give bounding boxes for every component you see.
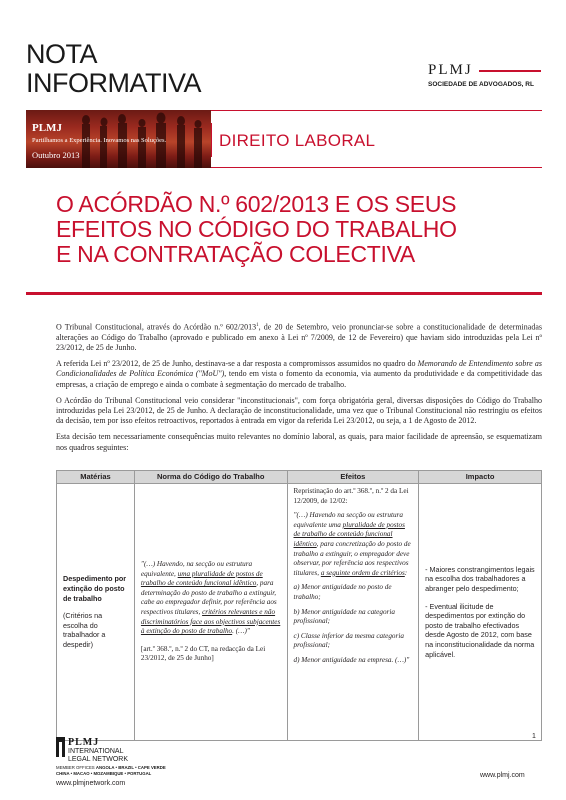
header-norma: Norma do Código do Trabalho [134, 471, 287, 484]
practice-area-banner [211, 110, 542, 168]
document-type-title [26, 40, 201, 98]
headline-line-3: E NA CONTRATAÇÃO COLECTIVA [56, 241, 415, 267]
member-offices-line-1: ANGOLA • BRAZIL • CAPE VERDE [95, 765, 166, 770]
impacto-item-1: - Maiores constrangimentos legais na escolha dos trabalhadores a abranger pelo despedimento; [425, 564, 535, 594]
paragraph-1 [56, 321, 542, 353]
doc-type-line-2: INFORMATIVA [26, 68, 201, 98]
network-website-link[interactable]: www.plmjnetwork.com [56, 780, 126, 787]
efeitos-quote: "(…) Havendo na secção ou estrutura equivalente uma pluralidade de postos de trabalho de conteúdo funcional idêntico, para concretização do posto de trabalho a extinguir, o empregador deve observar, por referência aos respectivos titulares, a seguinte ordem de critérios: [293, 511, 411, 577]
network-logo-name: PLMJ [68, 737, 100, 748]
banner-slogan: Partilhamos a Experiência. Inovamos nas Soluções. [32, 137, 167, 144]
efeitos-intro: Repristinação do art.º 368.º, n.º 2 da Lei 12/2009, de 12/02: [293, 487, 409, 505]
p1-text-b: , de 20 de Setembro, veio pronunciar-se sobre a constitucionalidade de determinadas alterações ao Código do Trabalho (aprovado e publicado em anexo à Lei nº 7/2009, de 12 de Fevereiro) que haviam sido introduzidas pela Lei nº 23/2012, de 25 de Junho. [56, 322, 542, 353]
cell-norma [134, 484, 287, 741]
member-offices-label: MEMBER OFFICES [56, 765, 95, 770]
header-efeitos: Efeitos [287, 471, 419, 484]
headline-divider [26, 292, 542, 295]
efeitos-criterion-c: c) Classe inferior da mesma categoria profissional; [293, 631, 404, 650]
table-header-row [57, 471, 542, 484]
brand-tagline: SOCIEDADE DE ADVOGADOS, RL [428, 81, 534, 88]
banner-firm-name: PLMJ [32, 122, 62, 134]
member-offices [56, 765, 166, 776]
impacto-item-2: - Eventual ilicitude de despedimentos por extinção do posto de trabalho efectivados desde Agosto de 2012, com base na inconstitucionalidade da norma aplicável. [425, 601, 535, 659]
paragraph-2 [56, 359, 542, 390]
norma-reference: [art.º 368.º, n.º 2 do CT, na redacção da Lei 23/2012, de 25 de Junho] [140, 644, 266, 663]
header-materias: Matérias [57, 471, 135, 484]
network-line-1: INTERNATIONAL [68, 748, 124, 755]
brand-logo [428, 62, 548, 88]
materia-title: Despedimento por extinção do posto de trabalho [63, 574, 127, 603]
page-number: 1 [532, 733, 536, 740]
materia-note: (Critérios na escolha do trabalhador a despedir) [63, 611, 106, 649]
p2-text-b: , tendo em vista o fomento da economia, via aumento da produtividade e da competitividade das empresas, a criação de emprego e ainda o combate à segmentação do mercado de trabalho. [56, 369, 543, 389]
p2-italic-text: Memorando de Entendimento sobre as Condicionalidades de Política Económica ("MoU") [56, 359, 542, 379]
banner-date: Outubro 2013 [32, 150, 80, 160]
headline-line-1: O ACÓRDÃO N.º 602/2013 E OS SEUS [56, 191, 457, 217]
firm-website-link[interactable]: www.plmj.com [480, 772, 525, 779]
network-line-2: LEGAL NETWORK [68, 756, 129, 763]
footnote-ref[interactable]: 1 [256, 323, 259, 328]
norma-quote: "(…) Havendo, na secção ou estrutura equivalente, uma pluralidade de postos de trabalho de conteúdo funcional idêntico, para determinação do posto de trabalho a extinguir, cabe ao empregador definir, por referência aos respectivos titulares, critérios relevantes e não discriminatórios face aos objectivos subjacentes à extinção do posto de trabalho. (…)" [140, 560, 281, 636]
efeitos-criterion-b: b) Menor antiguidade na categoria profissional; [293, 607, 395, 626]
paragraph-4: Esta decisão tem necessariamente consequências muito relevantes no domínio laboral, as quais, para maior facilidade de apreensão, se esquematizam nos quadros seguintes: [56, 432, 542, 452]
paragraph-3: O Acórdão do Tribunal Constitucional veio considerar "inconstitucionais", com força obrigatória geral, diversas disposições do Código do Trabalho introduzidas pela Lei 23/2012, de 25 de Junho. A declaração de inconstitucionalidade, uma vez que o Tribunal Constitucional não restringiu os efeitos da decisão, tem por isso efeitos retroactivos, reportados à entrada em vigor da referida Lei 23/2012, ou seja, a 1 de Agosto de 2012. [56, 395, 542, 426]
logo-red-bar [479, 70, 541, 72]
logo-text: PLMJ [428, 62, 473, 78]
headline-line-2: EFEITOS NO CÓDIGO DO TRABALHO [56, 216, 457, 242]
cell-impacto [419, 484, 542, 741]
practice-area-label: DIREITO LABORAL [219, 131, 376, 150]
table-row [57, 484, 542, 741]
article-body [56, 321, 542, 459]
efeitos-criterion-a: a) Menor antiguidade no posto de trabalho; [293, 583, 392, 601]
p2-text-a: A referida Lei nº 23/2012, de 25 de Junho, destinava-se a dar resposta a compromissos assumidos no quadro do [56, 359, 418, 369]
network-logo-mark-icon [56, 737, 65, 757]
cell-efeitos [287, 484, 419, 741]
p1-text-a: O Tribunal Constitucional, através do Acórdão n.º 602/2013 [56, 322, 257, 332]
banner-photo [26, 110, 211, 168]
efeitos-criterion-d: d) Menor antiguidade na empresa. (…)" [293, 655, 410, 664]
doc-type-line-1: NOTA [26, 39, 97, 69]
header-impacto: Impacto [419, 471, 542, 484]
effects-table [56, 470, 542, 741]
article-headline [56, 192, 536, 267]
cell-materia [57, 484, 135, 741]
member-offices-line-2: CHINA • MACAO • MOZAMBIQUE • PORTUGAL [56, 770, 152, 776]
